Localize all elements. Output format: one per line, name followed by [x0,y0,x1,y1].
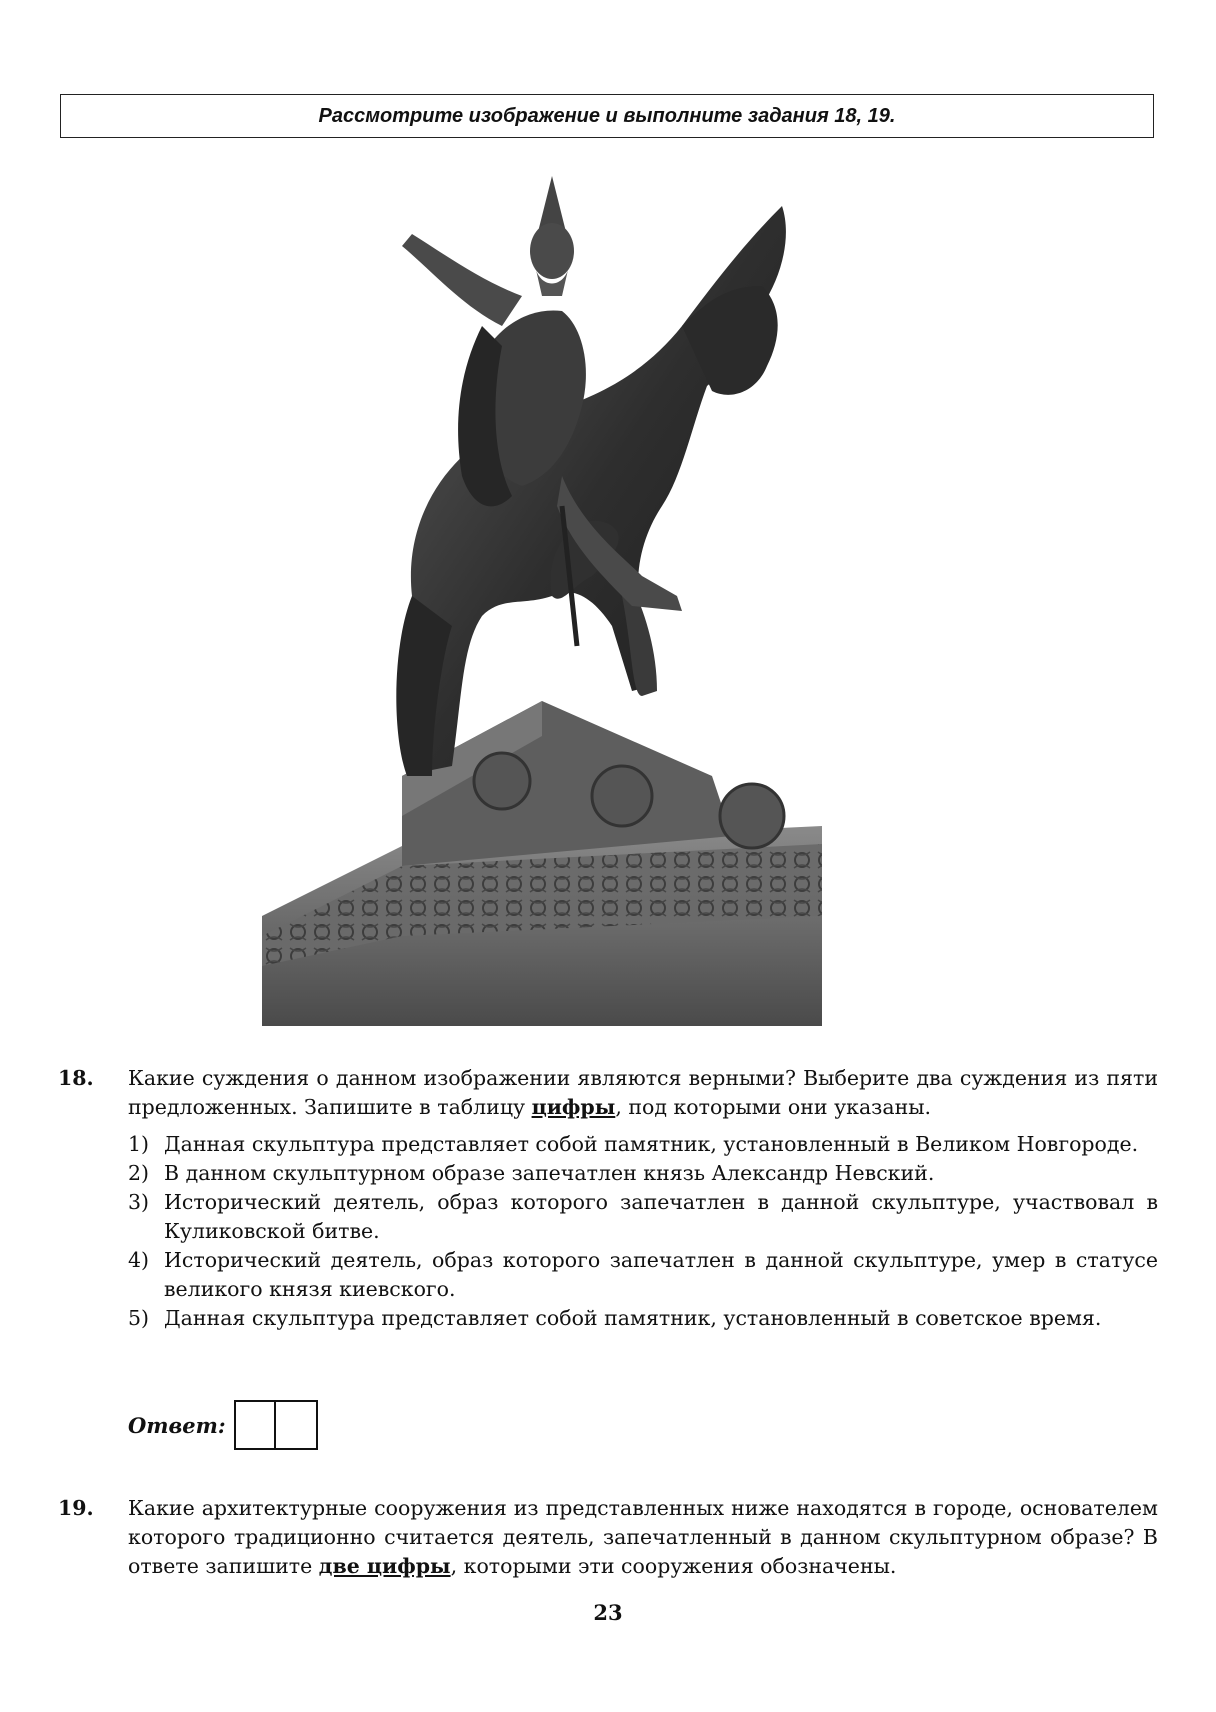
option-5 [128,1304,1158,1333]
option-number: 1) [128,1132,150,1156]
option-number: 5) [128,1306,150,1330]
page-number: 23 [593,1600,623,1625]
option-text: Исторический деятель, образ которого запечатлен в данной скульптуре, умер в статусе великого князя киевского. [164,1248,1158,1301]
statue-image [262,176,872,1026]
task-number: 18. [58,1066,94,1090]
task-18 [58,1064,1158,1122]
answer-row [128,1400,318,1450]
answer-label: Ответ: [128,1412,226,1438]
option-text: Данная скульптура представляет собой памятник, установленный в советское время. [164,1306,1102,1330]
option-4 [128,1246,1158,1304]
task-number: 19. [58,1496,94,1520]
option-number: 4) [128,1248,150,1272]
option-2 [128,1159,1158,1188]
task-19 [58,1494,1158,1581]
options-list [128,1130,1158,1333]
task-question: Какие суждения о данном изображении являются верными? Выберите два суждения из пяти предложенных. Запишите в таблицу цифры, под которыми они указаны. [128,1066,1158,1119]
option-number: 3) [128,1190,150,1214]
emphasis: две цифры [318,1554,451,1578]
option-1 [128,1130,1158,1159]
option-text: В данном скульптурном образе запечатлен князь Александр Невский. [164,1161,935,1185]
option-text: Данная скульптура представляет собой памятник, установленный в Великом Новгороде. [164,1132,1139,1156]
option-number: 2) [128,1161,150,1185]
task-question: Какие архитектурные сооружения из представленных ниже находятся в городе, основателем которого традиционно считается деятель, запечатленный в данном скульптурном образе? В ответе запишите две цифры, которыми эти сооружения обозначены. [128,1496,1158,1578]
option-3 [128,1188,1158,1246]
instruction-text: Рассмотрите изображение и выполните задания 18, 19. [318,104,896,127]
option-text: Исторический деятель, образ которого запечатлен в данной скульптуре, участвовал в Куликовской битве. [164,1190,1158,1243]
answer-cell-2[interactable] [276,1400,318,1450]
emphasis: цифры [531,1095,616,1119]
answer-cell-1[interactable] [234,1400,276,1450]
instruction-box [60,94,1154,138]
